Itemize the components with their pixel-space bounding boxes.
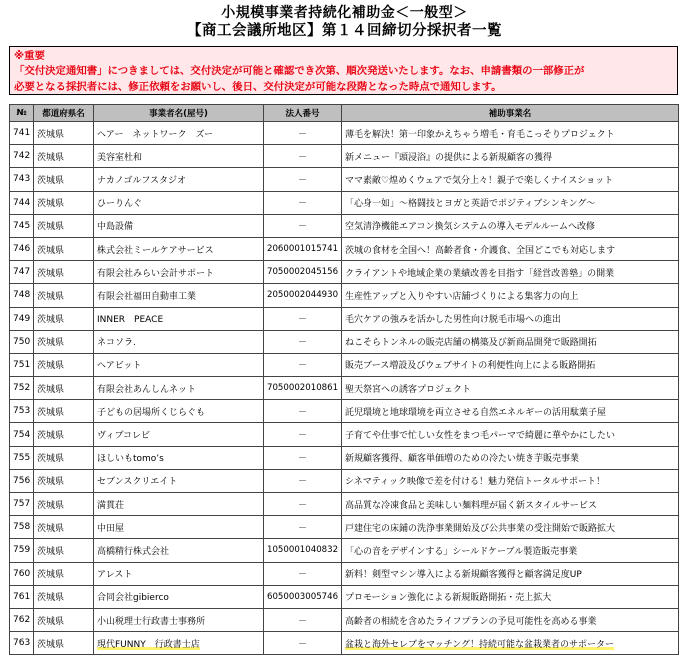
cell-project-name <box>342 261 679 284</box>
cell-no <box>10 377 34 400</box>
cell-business-name-text: ヘアー ネットワーク ズー <box>97 129 214 140</box>
cell-no <box>10 493 34 516</box>
table-row <box>10 632 679 655</box>
cell-business-name <box>94 191 264 214</box>
cell-project-name-text: 薄毛を解決！第一印象かえちゃう増毛・育毛こっそりプロジェクト <box>345 129 615 140</box>
cell-project-name <box>342 122 679 145</box>
table-row <box>10 353 679 376</box>
cell-corporate-number <box>264 632 342 655</box>
cell-no <box>10 585 34 608</box>
cell-business-name-text: INNER PEACE <box>97 315 164 326</box>
cell-no <box>10 353 34 376</box>
cell-prefecture <box>34 353 94 376</box>
header-corporate-number: 法人番号 <box>264 105 342 122</box>
cell-no <box>10 446 34 469</box>
cell-corporate-number <box>264 539 342 562</box>
cell-prefecture-text: 茨城県 <box>37 431 65 442</box>
cell-project-name-text: 空気清浄機能エアコン換気システムの導入モデルルームへ改修 <box>345 222 595 233</box>
cell-prefecture-text: 茨城県 <box>37 477 65 488</box>
cell-project-name <box>342 632 679 655</box>
cell-prefecture-text: 茨城県 <box>37 593 65 604</box>
cell-corporate-number-text: － <box>297 199 307 210</box>
cell-project-name-text: シネマティック映像で差を付ける！魅力発信トータルサポート！ <box>345 477 606 488</box>
cell-project-name-text: 盆栽と海外セレブをマッチング！持続可能な盆栽業者のサポーター <box>345 639 615 650</box>
cell-business-name <box>94 632 264 655</box>
cell-prefecture <box>34 608 94 631</box>
cell-no-text: 741 <box>13 128 31 139</box>
document-title: 小規模事業者持続化補助金＜一般型＞ <box>221 5 468 21</box>
table-row <box>10 469 679 492</box>
cell-corporate-number-text: － <box>297 431 307 442</box>
cell-prefecture <box>34 330 94 353</box>
cell-business-name <box>94 469 264 492</box>
cell-business-name <box>94 539 264 562</box>
cell-corporate-number <box>264 562 342 585</box>
cell-business-name <box>94 516 264 539</box>
cell-project-name <box>342 400 679 423</box>
cell-prefecture <box>34 493 94 516</box>
cell-business-name <box>94 353 264 376</box>
cell-project-name-text: クライアントや地域企業の業績改善を目指す「経営改善塾」の開業 <box>345 268 615 279</box>
notice-line: 必要となる採択者には、修正依頼をお願いし、後日、交付決定が可能な段階となった時点で通知します。 <box>14 80 502 93</box>
cell-prefecture <box>34 469 94 492</box>
cell-project-name <box>342 284 679 307</box>
cell-project-name-text: 新メニュー『頭浸浴』の提供による新規顧客の獲得 <box>345 152 553 163</box>
cell-corporate-number-text: 6050003005746 <box>267 591 339 602</box>
cell-project-name <box>342 145 679 168</box>
table-row <box>10 400 679 423</box>
cell-corporate-number <box>264 237 342 260</box>
cell-corporate-number-text: － <box>297 361 307 372</box>
cell-business-name-text: 子どもの居場所くじらぐも <box>97 407 206 418</box>
cell-prefecture-text: 茨城県 <box>37 500 65 511</box>
cell-no <box>10 261 34 284</box>
table-row <box>10 608 679 631</box>
cell-business-name-text: ひーりんぐ <box>97 199 143 210</box>
cell-business-name <box>94 214 264 237</box>
cell-corporate-number <box>264 145 342 168</box>
cell-corporate-number <box>264 585 342 608</box>
cell-no-text: 751 <box>13 359 31 370</box>
table-row <box>10 145 679 168</box>
cell-corporate-number-text: － <box>297 570 307 581</box>
cell-no <box>10 191 34 214</box>
cell-business-name <box>94 122 264 145</box>
cell-no-text: 753 <box>13 406 31 417</box>
cell-prefecture-text: 茨城県 <box>37 245 65 256</box>
cell-no-text: 762 <box>13 615 31 626</box>
cell-project-name <box>342 237 679 260</box>
cell-project-name <box>342 377 679 400</box>
cell-prefecture <box>34 377 94 400</box>
cell-corporate-number-text: － <box>297 152 307 163</box>
cell-corporate-number <box>264 353 342 376</box>
cell-corporate-number-text: － <box>297 338 307 349</box>
cell-prefecture-text: 茨城県 <box>37 570 65 581</box>
cell-project-name <box>342 191 679 214</box>
cell-prefecture-text: 茨城県 <box>37 407 65 418</box>
cell-no-text: 748 <box>13 290 31 301</box>
cell-corporate-number <box>264 284 342 307</box>
cell-project-name <box>342 562 679 585</box>
header-project-name: 補助事業名 <box>342 105 679 122</box>
cell-project-name-text: 毛穴ケアの強みを活かした男性向け脱毛市場への進出 <box>345 315 562 326</box>
cell-business-name-text: セブンスクリエイト <box>97 477 178 488</box>
cell-corporate-number-text: － <box>297 222 307 233</box>
cell-no-text: 760 <box>13 568 31 579</box>
cell-prefecture <box>34 516 94 539</box>
cell-project-name-text: プロモーション強化による新規販路開拓・売上拡大 <box>345 593 552 604</box>
table-header-row <box>10 105 679 122</box>
cell-prefecture <box>34 423 94 446</box>
cell-corporate-number-text: － <box>297 454 307 465</box>
cell-business-name <box>94 330 264 353</box>
cell-no-text: 750 <box>13 336 31 347</box>
table-row <box>10 446 679 469</box>
table-row <box>10 585 679 608</box>
cell-no <box>10 330 34 353</box>
cell-prefecture-text: 茨城県 <box>37 222 65 233</box>
cell-business-name <box>94 400 264 423</box>
cell-prefecture-text: 茨城県 <box>37 175 65 186</box>
cell-prefecture <box>34 237 94 260</box>
cell-no-text: 763 <box>13 638 31 649</box>
cell-project-name-text: 子育てや仕事で忙しい女性をまつ毛パーマで綺麗に華やかにしたい <box>345 431 616 442</box>
cell-project-name-text: ママ素敵♡煌めくウェアで気分上々！親子で楽しくナイスショット <box>345 175 614 186</box>
cell-prefecture <box>34 400 94 423</box>
cell-project-name <box>342 516 679 539</box>
cell-prefecture-text: 茨城県 <box>37 268 65 279</box>
cell-project-name-text: 聖天祭宮への誘客プロジェクト <box>345 384 471 395</box>
cell-business-name <box>94 562 264 585</box>
cell-business-name-text: ナカノゴルフスタジオ <box>97 175 187 186</box>
cell-corporate-number-text: 1050001040832 <box>267 545 339 556</box>
cell-project-name <box>342 608 679 631</box>
cell-no-text: 755 <box>13 452 31 463</box>
cell-no <box>10 400 34 423</box>
cell-corporate-number <box>264 423 342 446</box>
cell-business-name-text: 中島設備 <box>97 222 134 233</box>
table-row <box>10 191 679 214</box>
cell-corporate-number <box>264 191 342 214</box>
table-row <box>10 377 679 400</box>
cell-corporate-number-text: － <box>297 477 307 488</box>
cell-no <box>10 307 34 330</box>
cell-prefecture-text: 茨城県 <box>37 384 65 395</box>
table-row <box>10 493 679 516</box>
important-notice <box>9 46 678 95</box>
cell-no <box>10 516 34 539</box>
table-row <box>10 261 679 284</box>
cell-prefecture-text: 茨城県 <box>37 291 65 302</box>
cell-corporate-number-text: 7050002045156 <box>267 267 339 278</box>
cell-business-name-text: アレスト <box>97 570 133 581</box>
cell-business-name-text: 美容室杜和 <box>97 152 143 163</box>
cell-no-text: 752 <box>13 383 31 394</box>
cell-business-name-text: ネコソラ. <box>97 338 136 349</box>
cell-project-name <box>342 214 679 237</box>
cell-corporate-number <box>264 516 342 539</box>
cell-prefecture <box>34 284 94 307</box>
cell-no-text: 744 <box>13 197 31 208</box>
cell-prefecture-text: 茨城県 <box>37 129 65 140</box>
cell-corporate-number <box>264 330 342 353</box>
cell-prefecture-text: 茨城県 <box>37 523 65 534</box>
document-subtitle: 【商工会議所地区】第１４回締切分採択者一覧 <box>187 23 502 39</box>
cell-no <box>10 562 34 585</box>
cell-business-name-text: 有限会社福田自動車工業 <box>97 291 197 302</box>
table-row <box>10 284 679 307</box>
cell-prefecture-text: 茨城県 <box>37 199 65 210</box>
cell-project-name <box>342 307 679 330</box>
notice-heading: ※重要 <box>14 50 45 62</box>
cell-business-name <box>94 284 264 307</box>
cell-corporate-number <box>264 493 342 516</box>
cell-corporate-number <box>264 400 342 423</box>
cell-no <box>10 284 34 307</box>
cell-corporate-number-text: － <box>297 175 307 186</box>
cell-business-name-text: 合同会社gibierco <box>97 593 169 604</box>
cell-prefecture-text: 茨城県 <box>37 546 65 557</box>
cell-business-name-text: 現代FUNNY 行政書士店 <box>97 639 200 650</box>
cell-project-name-text: 新規顧客獲得、顧客単価増のための冷たい焼き芋販売事業 <box>345 454 580 465</box>
cell-no-text: 761 <box>13 591 31 602</box>
cell-business-name-text: ほしいもtomo’s <box>97 454 164 465</box>
cell-no-text: 746 <box>13 244 31 255</box>
cell-business-name-text: 小山税理士行政書士事務所 <box>97 616 206 627</box>
cell-project-name-text: 高品質な冷凍食品と美味しい麺料理が届く新スタイルサービス <box>345 500 597 511</box>
table-row <box>10 423 679 446</box>
cell-project-name-text: 茨城の食材を全国へ！高齢者食・介護食、全国どこでも対応します <box>345 245 616 256</box>
cell-project-name <box>342 539 679 562</box>
cell-no <box>10 632 34 655</box>
cell-business-name <box>94 145 264 168</box>
cell-business-name <box>94 585 264 608</box>
cell-corporate-number-text: 2050002044930 <box>267 290 339 301</box>
cell-prefecture-text: 茨城県 <box>37 616 65 627</box>
cell-project-name-text: 「心の音をデザインする」シールドケーブル製造販売事業 <box>345 546 578 557</box>
cell-corporate-number-text: － <box>297 407 307 418</box>
notice-line: 「交付決定通知書」につきましては、交付決定が可能と確認でき次第、順次発送いたします。なお、申請書類の一部修正が <box>14 65 585 78</box>
cell-prefecture-text: 茨城県 <box>37 338 65 349</box>
cell-project-name <box>342 330 679 353</box>
cell-project-name <box>342 585 679 608</box>
cell-no <box>10 145 34 168</box>
cell-business-name <box>94 423 264 446</box>
table-row <box>10 516 679 539</box>
cell-prefecture <box>34 261 94 284</box>
cell-no-text: 743 <box>13 174 31 185</box>
cell-corporate-number <box>264 446 342 469</box>
cell-project-name-text: 販売ブース増設及びウェブサイトの利便性向上による販路開拓 <box>345 361 596 372</box>
cell-prefecture <box>34 562 94 585</box>
cell-corporate-number-text: － <box>297 315 307 326</box>
table-row <box>10 562 679 585</box>
cell-business-name <box>94 307 264 330</box>
cell-business-name <box>94 608 264 631</box>
cell-prefecture <box>34 168 94 191</box>
cell-business-name-text: 高橋精行株式会社 <box>97 546 170 557</box>
cell-project-name <box>342 168 679 191</box>
cell-corporate-number-text: － <box>297 523 307 534</box>
cell-prefecture <box>34 214 94 237</box>
table-row <box>10 307 679 330</box>
cell-project-name-text: 「心身一如」～格闘技とヨガと英語でポジティブシンキング～ <box>345 199 596 210</box>
cell-no <box>10 237 34 260</box>
header-no: № <box>10 105 34 122</box>
cell-business-name-text: 満貫荘 <box>97 500 125 511</box>
cell-prefecture-text: 茨城県 <box>37 639 65 650</box>
table-row <box>10 214 679 237</box>
cell-no-text: 759 <box>13 545 31 556</box>
cell-no <box>10 122 34 145</box>
table-row <box>10 330 679 353</box>
cell-prefecture <box>34 307 94 330</box>
cell-no <box>10 608 34 631</box>
cell-corporate-number <box>264 214 342 237</box>
cell-project-name <box>342 353 679 376</box>
table-row <box>10 237 679 260</box>
cell-corporate-number <box>264 608 342 631</box>
cell-no-text: 749 <box>13 313 31 324</box>
cell-corporate-number-text: 7050002010861 <box>267 383 339 394</box>
cell-corporate-number-text: － <box>297 129 307 140</box>
cell-no <box>10 469 34 492</box>
cell-no-text: 758 <box>13 522 31 533</box>
cell-business-name <box>94 493 264 516</box>
cell-corporate-number <box>264 469 342 492</box>
cell-corporate-number-text: － <box>297 500 307 511</box>
cell-corporate-number <box>264 122 342 145</box>
cell-prefecture <box>34 122 94 145</box>
cell-prefecture <box>34 539 94 562</box>
cell-corporate-number-text: － <box>297 616 307 627</box>
cell-business-name-text: 有限会社みらい会計サポート <box>97 268 215 279</box>
cell-project-name-text: 戸建住宅の床鋪の洗浄事業開始及び公共事業の受注開始で販路拡大 <box>345 523 616 534</box>
cell-no <box>10 539 34 562</box>
cell-corporate-number <box>264 168 342 191</box>
cell-business-name-text: ヴィブコレビ <box>97 431 151 442</box>
table-row <box>10 122 679 145</box>
cell-prefecture-text: 茨城県 <box>37 361 65 372</box>
cell-project-name-text: 生産性アップと入りやすい店舗づくりによる集客力の向上 <box>345 291 579 302</box>
cell-no <box>10 214 34 237</box>
cell-corporate-number-text: 2060001015741 <box>267 244 339 255</box>
cell-prefecture <box>34 446 94 469</box>
cell-no <box>10 168 34 191</box>
adoption-table <box>9 104 679 655</box>
cell-project-name-text: 高齢者の相続を含めたライフプランの予見可能性を高める事業 <box>345 616 597 627</box>
cell-business-name <box>94 261 264 284</box>
header-business-name: 事業者名(屋号) <box>94 105 264 122</box>
table-row <box>10 168 679 191</box>
cell-project-name-text: 託児環境と地球環境を両立させる自然エネルギーの活用駄菓子屋 <box>345 407 607 418</box>
cell-prefecture <box>34 145 94 168</box>
cell-business-name-text: 有限会社あんしんネット <box>97 384 197 395</box>
cell-no-text: 742 <box>13 151 31 162</box>
cell-prefecture-text: 茨城県 <box>37 315 65 326</box>
cell-corporate-number <box>264 377 342 400</box>
cell-business-name-text: 株式会社ミールケアサービス <box>97 245 214 256</box>
cell-business-name <box>94 237 264 260</box>
cell-no <box>10 423 34 446</box>
cell-prefecture-text: 茨城県 <box>37 454 65 465</box>
cell-business-name <box>94 446 264 469</box>
cell-no-text: 745 <box>13 220 31 231</box>
cell-project-name <box>342 469 679 492</box>
cell-prefecture <box>34 191 94 214</box>
header-prefecture: 都道府県名 <box>34 105 94 122</box>
cell-prefecture-text: 茨城県 <box>37 152 65 163</box>
table-row <box>10 539 679 562</box>
cell-business-name-text: 中田屋 <box>97 523 125 534</box>
cell-prefecture <box>34 632 94 655</box>
cell-project-name-text: 新料！剣型マシン導入による新規顧客獲得と顧客満足度UP <box>345 570 582 581</box>
cell-no-text: 747 <box>13 267 31 278</box>
cell-business-name <box>94 168 264 191</box>
cell-project-name <box>342 493 679 516</box>
cell-prefecture <box>34 585 94 608</box>
cell-project-name <box>342 446 679 469</box>
cell-project-name-text: ねこそらトンネルの販売店舗の構築及び新商品開発で販路開拓 <box>345 338 597 349</box>
cell-no-text: 754 <box>13 429 31 440</box>
cell-corporate-number <box>264 261 342 284</box>
cell-corporate-number-text: － <box>297 639 307 650</box>
cell-no-text: 757 <box>13 499 31 510</box>
cell-business-name-text: ヘアビット <box>97 361 142 372</box>
cell-project-name <box>342 423 679 446</box>
cell-no-text: 756 <box>13 475 31 486</box>
cell-business-name <box>94 377 264 400</box>
cell-corporate-number <box>264 307 342 330</box>
